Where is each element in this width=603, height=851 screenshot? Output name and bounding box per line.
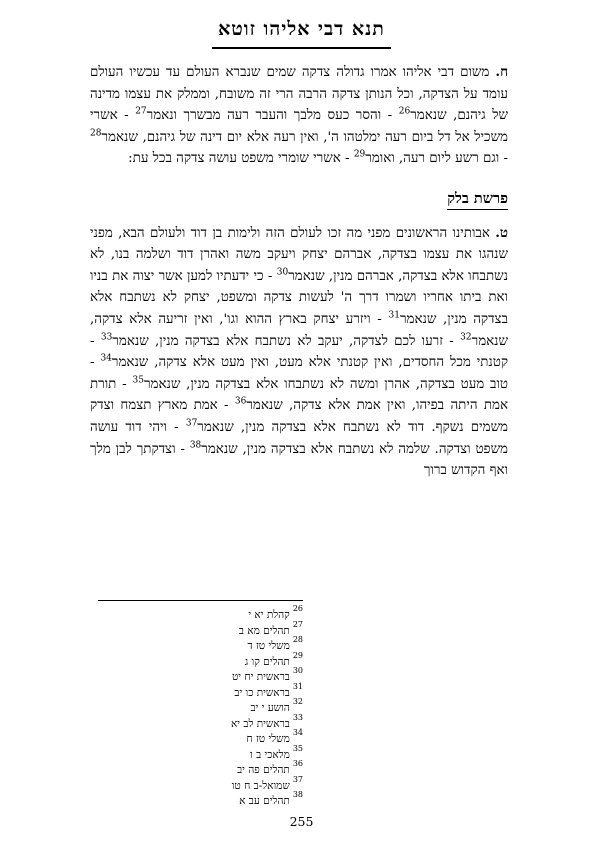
footnote-text: תהלים מא ב: [238, 624, 290, 637]
footnote-item: [98, 604, 303, 624]
footnote-text: הושע י יב: [250, 702, 290, 714]
footnote-number: 29: [292, 650, 303, 660]
footnote-text: תהלים פה יב: [237, 764, 290, 776]
footnote-text: תהלים קו ג: [244, 655, 290, 668]
footnote-ref-29[interactable]: 29: [353, 149, 366, 160]
footnote-ref-37[interactable]: 37: [185, 418, 198, 429]
footnote-number: 37: [292, 774, 303, 784]
footnote-number: 33: [292, 712, 303, 722]
footnote-item: [98, 697, 303, 717]
footnote-text: משלי טז ח: [246, 733, 290, 745]
footnote-item: [98, 712, 303, 733]
footnote-item: [98, 790, 303, 810]
footnote-ref-28[interactable]: 28: [90, 128, 102, 139]
footnote-ref-32[interactable]: 32: [460, 332, 472, 343]
section-heading-label: פרשת בלק: [447, 190, 508, 210]
paragraph-chet-text: ח. משום דבי אליהו אמרו גדולה צדקה שמים שנברא העולם עד עכשיו העולם עומד על הצדקה, וכל הנותן צדקה הרבה הרי זה משובח, וממלק את עצמו מדינה של גיהנם, שנאמר$^{26}$ - והסר כעס מלבך והעבר רעה מבשרך ונאמר$^{27}$ - אשרי משכיל אל דל ביום רעה ימלטהו ה', ואין רעה אלא יום דינה של גיהנם, שנאמר$^{28}$ - וגם רשע ליום רעה, ואומר$^{29}$ - אשרי שומרי משפט עושה צדקה בכל עת:: [90, 64, 508, 167]
footnote-ref-31[interactable]: 31: [388, 310, 400, 321]
footnote-text: שמואל-ב ח טו: [231, 779, 290, 792]
footnote-ref-36[interactable]: 36: [234, 396, 247, 407]
footnote-ref-34[interactable]: 34: [100, 353, 112, 364]
footnote-number: 38: [292, 790, 303, 799]
page-header: [0, 18, 603, 49]
footnote-item: [98, 681, 303, 702]
footnote-number: 36: [292, 759, 303, 768]
footnote-number: 28: [292, 635, 303, 644]
footnote-ref-27[interactable]: 27: [135, 106, 147, 117]
footnote-text: בראשית כו יב: [234, 686, 290, 699]
footnote-number: 31: [292, 681, 303, 691]
footnote-ref-33[interactable]: 33: [100, 332, 113, 343]
footnote-item: [98, 650, 303, 671]
footnote-text: בראשית יח יט: [231, 671, 290, 683]
footnote-ref-26[interactable]: 26: [398, 106, 411, 117]
paragraph-chet: [90, 62, 508, 170]
footnote-list: [98, 604, 303, 810]
footnote-text: מלאכי ב ו: [250, 748, 290, 761]
footnote-ref-38[interactable]: 38: [189, 440, 202, 451]
footnote-item: [98, 743, 303, 764]
page-number: 255: [289, 814, 314, 829]
paragraph-tet: [90, 223, 508, 482]
footnote-text: קהלת יא י: [248, 609, 290, 621]
footnote-divider: [98, 600, 303, 601]
footnote-text: בראשית לב יא: [231, 717, 290, 730]
footnote-item: [98, 635, 303, 655]
paragraph-tet-text: ט. אבותינו הראשונים מפני מה זכו לעולם הזה ולימות בן דוד ולעולם הבא, מפני שנהגו את עצמו בצדקה, אברהם יצחק ויעקב משה ואהרן דוד ושלמה בנו, לא נשתבחו אלא בצדקה, אברהם מנין, שנאמר$^{30}$ - כי ידעתיו למען אשר יצוה את בניו ואת ביתו אחריו ושמרו דרך ה' לעשות צדקה ומשפט, יצחק לא נשתבח אלא בצדקה מנין, שנאמר$^{31}$ - ויזרע יצחק בארץ ההוא וגו', ואין זריעה אלא צדקה, שנאמר$^{32}$ - זרעו לכם לצדקה, יעקב לא נשתבח אלא בצדקה מנין, שנאמר$^{33}$ - קטנתי מכל החסדים, ואין קטנתי אלא מעט, ואין מעט אלא צדקה, שנאמר$^{34}$ - טוב מעט בצדקה, אהרן ומשה לא נשתבחו אלא בצדקה מנין, שנאמר$^{35}$ - תורת אמת היתה בפיהו, ואין אמת אלא צדקה, שנאמר$^{36}$ - אמת מארץ תצמח וצדק משמים נשקף. דוד לא נשתבח אלא בצדקה מנין, שנאמר$^{37}$ - ויהי דוד עושה משפט וצדקה. שלמה לא נשתבח אלא בצדקה מנין, שנאמר$^{38}$ - וצדקתך לבן מלך ואף הקדוש ברוך: [90, 224, 509, 479]
book-title: תנא דבי אליהו זוטא: [212, 18, 391, 49]
section-heading: [90, 188, 508, 211]
footnote-item: [98, 619, 303, 640]
footnote-item: [98, 728, 303, 748]
footnote-number: 35: [292, 743, 303, 753]
footnote-item: [98, 666, 303, 686]
footnote-item: [98, 759, 303, 779]
footnote-number: 34: [292, 728, 303, 737]
footnote-ref-30[interactable]: 30: [276, 267, 289, 278]
footnote-item: [98, 774, 303, 795]
footnote-text: משלי טז ד: [247, 640, 290, 652]
footnote-number: 26: [292, 604, 303, 613]
main-text-column: [90, 62, 508, 484]
footnote-ref-35[interactable]: 35: [132, 375, 144, 386]
footnote-number: 27: [292, 619, 303, 629]
footnote-number: 32: [292, 697, 303, 706]
footnote-number: 30: [292, 666, 303, 675]
footnote-text: תהלים עב א: [239, 795, 290, 807]
